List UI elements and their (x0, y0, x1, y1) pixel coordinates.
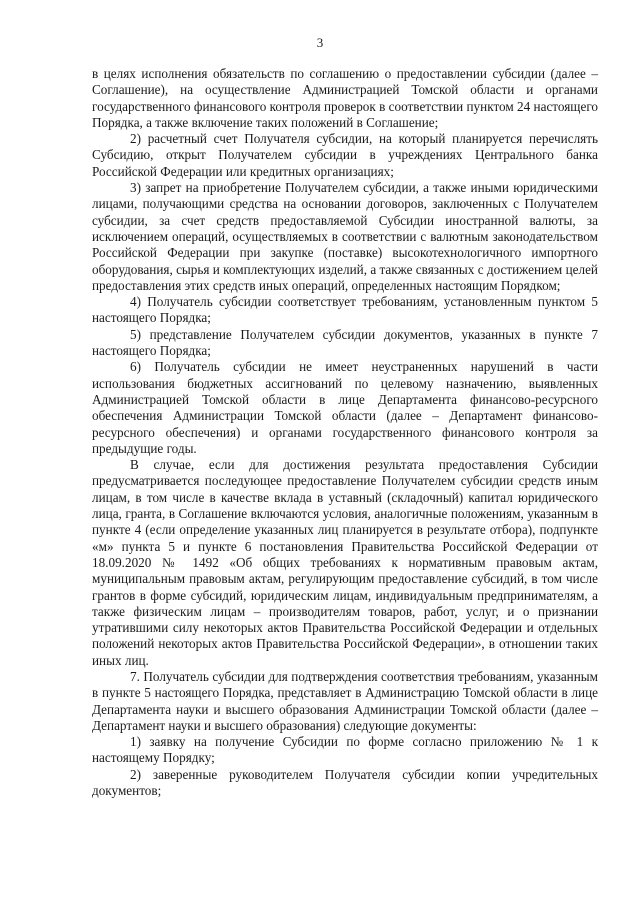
paragraph-item-3: 3) запрет на приобретение Получателем субсидии, а также иными юридическими лицами, получающими средства на основании договоров, заключенных с Получателем субсидии, за счет средств предоставляемой Субсидии иностранной валюты, за исключением операций, осуществляемых в соответствии с валютным законодательством Российской Федерации при закупке (поставке) высокотехнологичного импортного оборудования, сырья и комплектующих изделий, а также связанных с достижением целей предоставления этих средств иных операций, определенных настоящим Порядком; (92, 180, 598, 293)
paragraph-continuation: в целях исполнения обязательств по соглашению о предоставлении субсидии (далее – Соглашение), на осуществление Администрацией Томской области и органами государственного финансового контроля проверок в соответствии пунктом 24 настоящего Порядка, а также включение таких положений в Соглашение; (92, 66, 598, 130)
paragraph-item-6: 6) Получатель субсидии не имеет неустраненных нарушений в части использования бюджетных ассигнований по целевому назначению, выявленных Администрацией Томской области в лице Департамента финансово-ресурсного обеспечения Администрации Томской области (далее – Департамент финансово-ресурсного обеспечения) и органами государственного финансового контроля за предыдущие годы. (92, 359, 598, 456)
page-number: 3 (316, 35, 324, 50)
paragraph-conditions: В случае, если для достижения результата предоставления Субсидии предусматривается последующее предоставление Получателем субсидии средств иным лицам, в том числе в качестве вклада в уставный (складочный) капитал юридического лица, гранта, в Соглашение включаются условия, аналогичные положениям, указанным в пункте 4 (если определение указанных лиц планируется в результате отбора), подпункте «м» пункта 5 и пункте 6 постановления Правительства Российской Федерации от 18.09.2020 № 1492 «Об общих требованиях к нормативным правовым актам, муниципальным правовым актам, регулирующим предоставление субсидий, в том числе грантов в форме субсидий, юридическим лицам, индивидуальным предпринимателям, а также физическим лицам – производителям товаров, работ, услуг, и о признании утратившими силу некоторых актов Правительства Российской Федерации и отдельных положений некоторых актов Правительства Российской Федерации», в отношении таких иных лиц. (92, 457, 598, 668)
paragraph-doc-1: 1) заявку на получение Субсидии по форме согласно приложению № 1 к настоящему Порядку; (92, 734, 598, 766)
paragraph-item-4: 4) Получатель субсидии соответствует требованиям, установленным пунктом 5 настоящего Порядка; (92, 294, 598, 326)
document-body (92, 66, 598, 799)
paragraph-item-5: 5) представление Получателем субсидии документов, указанных в пункте 7 настоящего Порядка; (92, 326, 598, 359)
paragraph-doc-2: 2) заверенные руководителем Получателя субсидии копии учредительных документов; (92, 766, 598, 799)
paragraph-section-7: 7. Получатель субсидии для подтверждения соответствия требованиям, указанным в пункте 5 настоящего Порядка, представляет в Администрацию Томской области в лице Департамента науки и высшего образования Администрации Томской области (далее – Департамент науки и высшего образования) следующие документы: (92, 668, 598, 733)
paragraph-item-2: 2) расчетный счет Получателя субсидии, на который планируется перечислять Субсидию, открыт Получателем субсидии в учреждениях Центрального банка Российской Федерации или кредитных организациях; (92, 131, 598, 179)
